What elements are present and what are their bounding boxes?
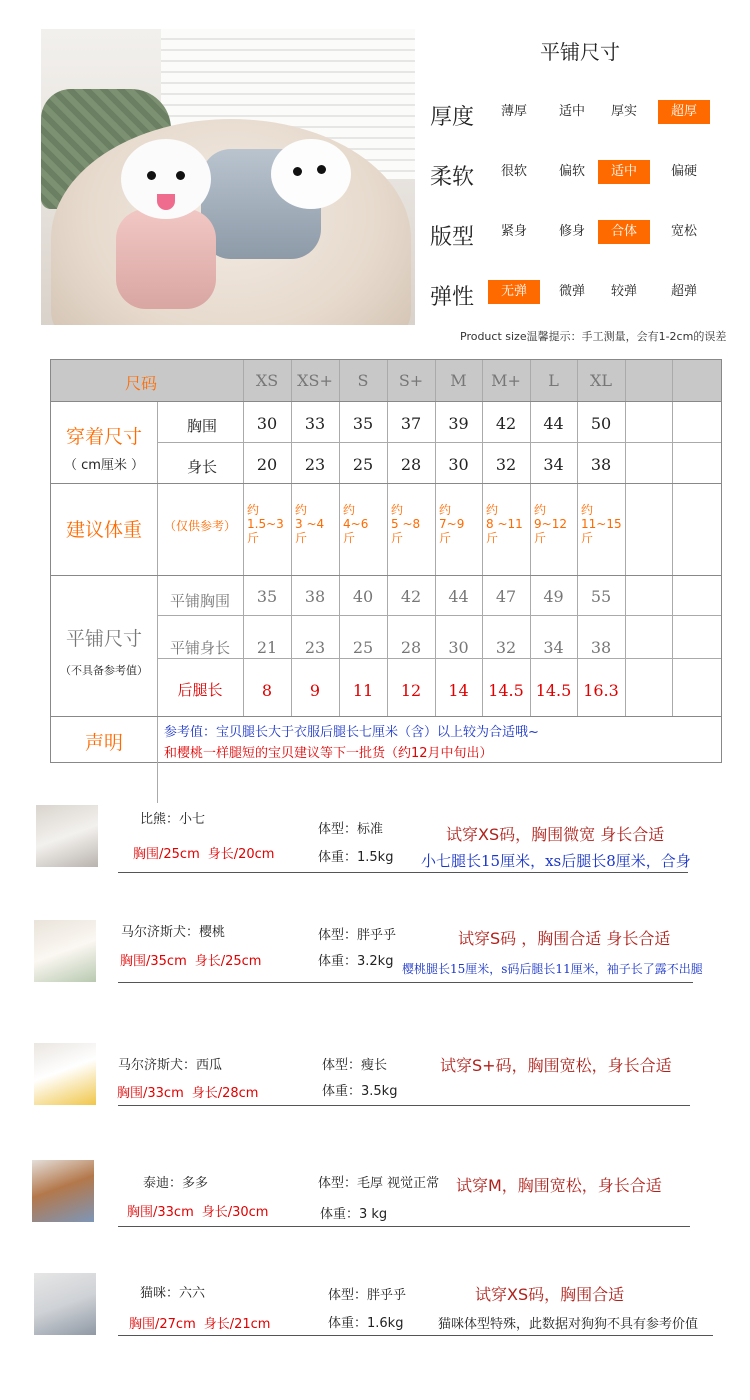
- pet-name: 马尔济斯犬：樱桃: [121, 925, 226, 940]
- weight-cell-line: 5 ~8: [391, 517, 421, 531]
- fit-result: 试穿S+码，胸围宽松，身长合适: [440, 1056, 672, 1075]
- row-underline: [118, 982, 693, 983]
- pet-name: 泰迪：多多: [143, 1176, 209, 1191]
- attribute-option: 厚实: [610, 104, 637, 119]
- weight-cell-line: 斤: [247, 531, 260, 545]
- leg-cell: 8: [261, 681, 273, 700]
- statement-line2: 和樱桃一样腿短的宝贝建议等下一批货（约12月中旬出）: [164, 746, 493, 761]
- fit-extra-note: 小七腿长15厘米，xs后腿长8厘米，合身: [421, 852, 691, 870]
- table-grid-line: [51, 716, 721, 717]
- flat-length-cell: 34: [543, 638, 564, 657]
- pet-chest: 胸围/25cm: [133, 847, 200, 862]
- attribute-option: 紧身: [500, 224, 527, 239]
- leg-cell: 9: [309, 681, 321, 700]
- flat-size-note: （不具备参考值）: [60, 664, 148, 677]
- row-underline: [118, 1335, 713, 1336]
- weight-cell-line: 11~15: [581, 517, 622, 531]
- weight-cell-line: 约: [439, 503, 452, 517]
- weight-cell-line: 约: [486, 503, 499, 517]
- pet-weight: 体重：1.5kg: [318, 850, 394, 865]
- flat-length-cell: 32: [495, 638, 517, 657]
- size-header-cell: XS: [255, 371, 279, 390]
- pet-measurements: [133, 843, 274, 862]
- pet-measurements: [120, 950, 261, 969]
- weight-cell-line: 斤: [486, 531, 499, 545]
- attribute-option: 微弹: [558, 284, 585, 299]
- weight-cell-line: 1.5~3: [247, 517, 284, 531]
- pet-photo: [32, 1160, 94, 1222]
- table-grid-line: [672, 360, 673, 716]
- weight-cell-line: 斤: [439, 531, 452, 545]
- leg-cell: 14: [448, 681, 469, 700]
- weight-cell-line: 斤: [534, 531, 547, 545]
- size-header-cell: XL: [589, 371, 612, 390]
- pet-body-type: 体型：胖乎乎: [328, 1288, 407, 1303]
- flat-chest-cell: 55: [590, 587, 612, 606]
- pet-measurements: [127, 1201, 268, 1220]
- attribute-label: 柔软: [430, 165, 475, 190]
- fit-result: 试穿XS码，胸围微宽 身长合适: [446, 825, 665, 844]
- chest-cell: 50: [590, 414, 612, 433]
- length-label: 身长: [186, 458, 217, 476]
- attributes-title: 平铺尺寸: [540, 40, 620, 64]
- flat-size-title: 平铺尺寸: [65, 628, 142, 650]
- weight-cell-line: 斤: [581, 531, 594, 545]
- pet-name: 比熊：小七: [140, 812, 206, 827]
- attribute-option: 薄厚: [500, 104, 527, 119]
- pet-body-type: 体型：瘦长: [322, 1058, 388, 1073]
- weight-cell-line: 7~9: [439, 517, 465, 531]
- table-grid-line: [51, 575, 721, 576]
- pet-length: 身长/20cm: [207, 847, 275, 862]
- chest-cell: 33: [304, 414, 326, 433]
- fit-extra-note: 樱桃腿长15厘米，s码后腿长11厘米，袖子长了露不出腿: [402, 962, 703, 976]
- pet-weight: 体重：3.5kg: [322, 1084, 398, 1099]
- size-header-cell: S: [357, 371, 369, 390]
- length-cell: 25: [352, 455, 374, 474]
- weight-cell-line: 约: [247, 503, 260, 517]
- pet-measurements: [117, 1082, 258, 1101]
- flat-length-cell: 23: [304, 638, 326, 657]
- leg-cell: 11: [352, 681, 374, 700]
- attribute-option: 宽松: [670, 224, 697, 239]
- weight-note: （仅供参考）: [163, 519, 236, 533]
- fit-result: 试穿S码 ，胸围合适 身长合适: [458, 929, 671, 948]
- pet-body-type: 体型：标准: [318, 822, 384, 837]
- weight-cell-line: 9~12: [534, 517, 567, 531]
- pet-photo: [34, 1273, 96, 1335]
- leg-label: 后腿长: [177, 681, 223, 699]
- pink-jumpsuit: [116, 209, 216, 309]
- pet-name: 马尔济斯犬：西瓜: [118, 1058, 223, 1073]
- weight-cell-line: 斤: [295, 531, 308, 545]
- table-grid-line: [625, 360, 626, 716]
- weight-cell-line: 斤: [391, 531, 404, 545]
- attribute-option: 偏软: [558, 164, 585, 179]
- length-cell: 20: [256, 455, 278, 474]
- weight-cell-line: 4~6: [343, 517, 369, 531]
- attribute-option-selected: 适中: [598, 160, 650, 184]
- length-cell: 38: [590, 455, 612, 474]
- size-header-cell: M: [450, 371, 467, 390]
- statement-line1: 参考值：宝贝腿长大于衣服后腿长七厘米（含）以上较为合适哦~: [164, 725, 539, 740]
- attribute-option: 超弹: [670, 284, 697, 299]
- flat-length-label: 平铺身长: [169, 639, 230, 657]
- table-grid-line: [51, 483, 721, 484]
- flat-chest-cell: 38: [304, 587, 326, 606]
- chest-cell: 37: [400, 414, 422, 433]
- size-header-label: 尺码: [124, 374, 157, 393]
- flat-chest-cell: 40: [352, 587, 374, 606]
- weight-cell: [439, 503, 464, 545]
- pet-chest: 胸围/33cm: [127, 1205, 194, 1220]
- dog-head-left: [121, 139, 211, 219]
- table-grid-line: [51, 401, 721, 402]
- pet-chest: 胸围/27cm: [129, 1317, 196, 1332]
- leg-cell: 14.5: [488, 681, 524, 700]
- statement-title: 声明: [84, 732, 123, 754]
- length-cell: 32: [495, 455, 517, 474]
- weight-cell-line: 斤: [343, 531, 356, 545]
- flat-length-cell: 25: [352, 638, 374, 657]
- pet-weight: 体重：3 kg: [320, 1207, 388, 1222]
- weight-cell-line: 约: [534, 503, 547, 517]
- weight-cell: [343, 503, 368, 545]
- measure-note: Product size温馨提示：手工测量，会有1-2cm的误差: [460, 330, 727, 343]
- flat-chest-cell: 44: [448, 587, 469, 606]
- weight-cell-line: 3 ~4: [295, 517, 325, 531]
- chest-cell: 44: [543, 414, 564, 433]
- row-underline: [118, 872, 688, 873]
- product-photo: [41, 29, 415, 325]
- weight-cell: [295, 503, 324, 545]
- chest-label: 胸围: [186, 417, 217, 435]
- row-underline: [118, 1105, 690, 1106]
- weight-cell-line: 约: [343, 503, 356, 517]
- weight-cell-line: 约: [581, 503, 594, 517]
- pet-weight: 体重：1.6kg: [328, 1316, 404, 1331]
- weight-cell-line: 8 ~11: [486, 517, 523, 531]
- dog-head-right: [271, 139, 351, 209]
- table-grid-line: [157, 442, 721, 443]
- flat-length-cell: 38: [590, 638, 612, 657]
- pet-body-type: 体型：毛厚 视觉正常: [318, 1176, 440, 1191]
- size-header-cell: M+: [491, 371, 521, 390]
- flat-length-cell: 30: [448, 638, 469, 657]
- flat-chest-cell: 49: [543, 587, 564, 606]
- fit-result: 试穿M，胸围宽松，身长合适: [456, 1176, 662, 1195]
- size-header-cell: XS+: [297, 371, 333, 390]
- attribute-option: 较弹: [610, 284, 637, 299]
- weight-cell: [391, 503, 420, 545]
- attribute-label: 厚度: [430, 105, 475, 130]
- length-cell: 30: [448, 455, 469, 474]
- flat-chest-label: 平铺胸围: [169, 592, 230, 610]
- weight-cell: [486, 503, 523, 545]
- pet-measurements: [129, 1313, 270, 1332]
- pet-length: 身长/28cm: [191, 1086, 259, 1101]
- pet-chest: 胸围/33cm: [117, 1086, 184, 1101]
- flat-chest-cell: 47: [495, 587, 517, 606]
- flat-length-cell: 28: [400, 638, 422, 657]
- length-cell: 23: [304, 455, 326, 474]
- pet-body-type: 体型：胖乎乎: [318, 928, 397, 943]
- pet-chest: 胸围/35cm: [120, 954, 187, 969]
- flat-chest-cell: 35: [256, 587, 278, 606]
- pet-name: 猫咪：六六: [140, 1286, 206, 1301]
- chest-cell: 39: [448, 414, 469, 433]
- attribute-option: 修身: [558, 224, 585, 239]
- flat-length-cell: 21: [256, 638, 278, 657]
- attribute-option-selected: 超厚: [658, 100, 710, 124]
- leg-cell: 14.5: [535, 681, 572, 700]
- pet-length: 身长/30cm: [201, 1205, 269, 1220]
- flat-chest-cell: 42: [400, 587, 422, 606]
- chest-cell: 30: [256, 414, 278, 433]
- length-cell: 28: [400, 455, 422, 474]
- weight-cell-line: 约: [391, 503, 404, 517]
- size-header-cell: L: [548, 371, 559, 390]
- pet-length: 身长/25cm: [194, 954, 262, 969]
- pet-length: 身长/21cm: [203, 1317, 271, 1332]
- pet-photo: [36, 805, 98, 867]
- weight-title: 建议体重: [65, 519, 142, 541]
- weight-cell: [247, 503, 284, 545]
- row-underline: [118, 1226, 690, 1227]
- wear-size-unit: （ cm厘米 ）: [63, 458, 145, 473]
- weight-cell: [581, 503, 622, 545]
- size-header-cell: S+: [398, 371, 424, 390]
- attribute-option: 适中: [558, 104, 585, 119]
- attribute-option-selected: 合体: [598, 220, 650, 244]
- attribute-option: 偏硬: [670, 164, 697, 179]
- table-grid-line: [157, 615, 721, 616]
- wear-size-title: 穿着尺寸: [65, 426, 142, 448]
- chest-cell: 42: [495, 414, 517, 433]
- fit-result: 试穿XS码，胸围合适: [475, 1285, 625, 1304]
- weight-cell: [534, 503, 567, 545]
- weight-cell-line: 约: [295, 503, 308, 517]
- leg-cell: 12: [400, 681, 422, 700]
- fit-extra-note: 猫咪体型特殊，此数据对狗狗不具有参考价值: [438, 1317, 699, 1332]
- pet-photo: [34, 920, 96, 982]
- table-grid-line: [157, 658, 721, 659]
- pet-photo: [34, 1043, 96, 1105]
- attribute-label: 弹性: [430, 285, 475, 310]
- length-cell: 34: [543, 455, 564, 474]
- attribute-option: 很软: [500, 164, 527, 179]
- attribute-label: 版型: [430, 225, 475, 250]
- attribute-option-selected: 无弹: [488, 280, 540, 304]
- size-table: [50, 359, 722, 763]
- chest-cell: 35: [352, 414, 374, 433]
- leg-cell: 16.3: [583, 681, 619, 700]
- pet-weight: 体重：3.2kg: [318, 954, 394, 969]
